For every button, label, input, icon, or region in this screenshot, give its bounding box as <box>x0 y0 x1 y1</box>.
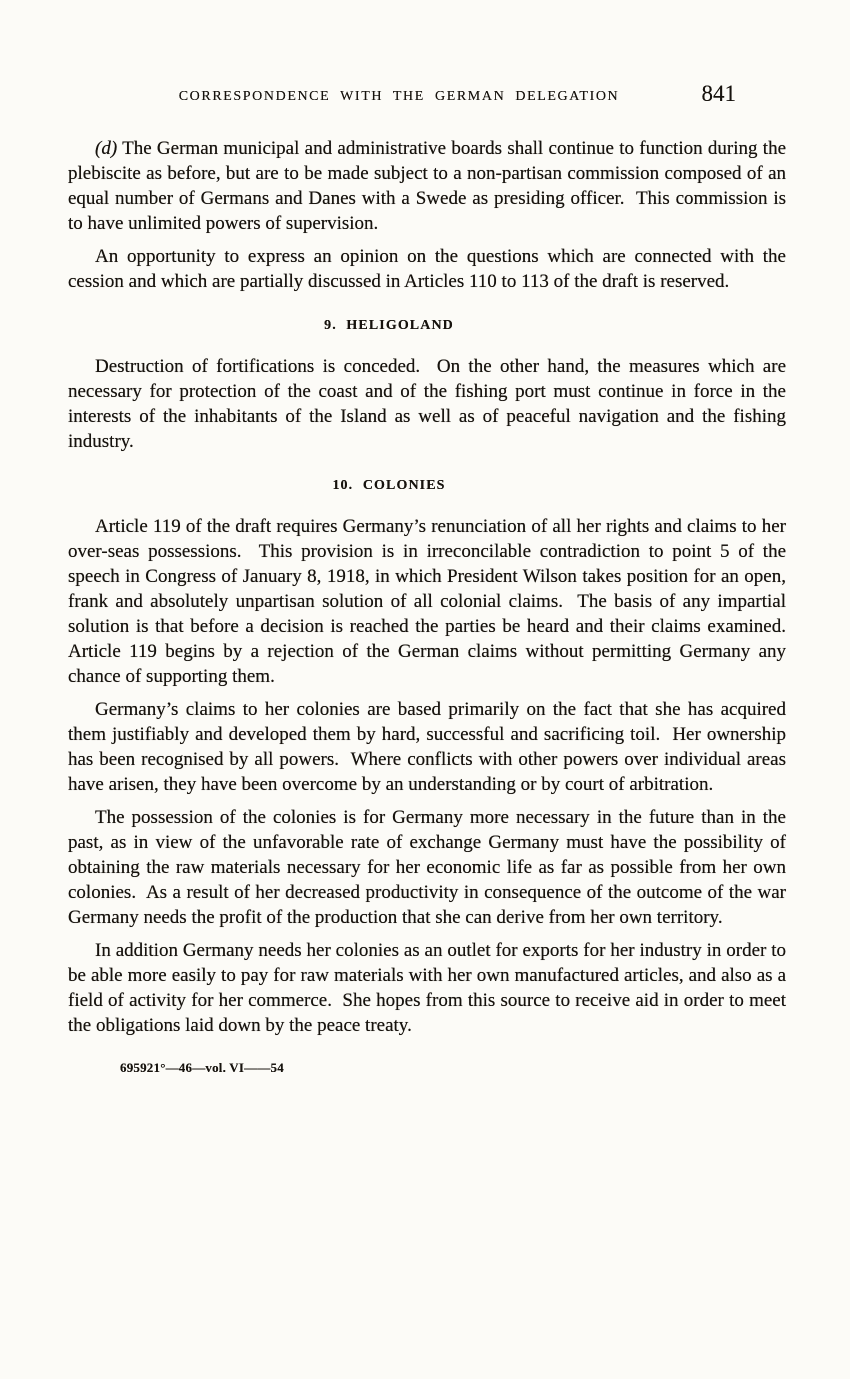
print-signature-line: 695921°—46—vol. VI——54 <box>120 1060 284 1075</box>
page-body <box>68 136 796 1038</box>
paragraph-item-d <box>68 136 791 236</box>
page-number: 841 <box>701 81 736 106</box>
paragraph-colonies-1: Article 119 of the draft requires Germany’s renunciation of all her rights and claims to her over-seas possessions. This provision is in irreconcilable contradiction to point 5 of the speech in Congress of January 8, 1918, in which President Wilson takes position for an open, frank and absolutely unpartisan solution of all colonial claims. The basis of any impartial solution is that before a decision is reached the parties be heard and their claims examined. Article 119 begins by a rejection of the German claims without permitting Germany any chance of supporting them. <box>68 516 796 687</box>
page-header <box>68 81 786 115</box>
item-marker-d: (d) <box>95 138 118 159</box>
paragraph-text: The German municipal and administrative boards shall continue to function during the plebiscite as before, but are to be made subject to a non-partisan commission composed of an equal number of Germans and Danes with a Swede as presiding officer. This commission is to have unlimited powers of supervision. <box>68 138 791 234</box>
paragraph-heligoland: Destruction of fortifications is conceded. On the other hand, the measures which are necessary for protection of the coast and of the fishing port must continue in force in the interests of the inhabitants of the Island as well as of peaceful navigation and the fishing industry. <box>68 356 791 452</box>
paragraph-colonies-4: In addition Germany needs her colonies as an outlet for exports for her industry in order to be able more easily to pay for raw materials with her own manufactured articles, and also as a field of activity for her commerce. She hopes from this source to receive aid in order to meet the obligations laid down by the peace treaty. <box>68 940 791 1036</box>
running-title: CORRESPONDENCE WITH THE GERMAN DELEGATION <box>178 89 620 104</box>
section-heading-colonies: 10. COLONIES <box>332 478 446 493</box>
paragraph-reservation: An opportunity to express an opinion on the questions which are connected with the cession and which are partially discussed in Articles 110 to 113 of the draft is reserved. <box>68 246 791 292</box>
paragraph-colonies-3: The possession of the colonies is for Germany more necessary in the future than in the past, as in view of the unfavorable rate of exchange Germany must have the possibility of obtaining the raw materials necessary for her economic life as far as possible from her own colonies. As a result of her decreased productivity in consequence of the outcome of the war Germany needs the profit of the production that she can derive from her own territory. <box>68 807 791 928</box>
paragraph-colonies-2: Germany’s claims to her colonies are based primarily on the fact that she has acquired them justifiably and developed them by hard, successful and sacrificing toil. Her ownership has been recognised by all powers. Where conflicts with other powers over individual areas have arisen, they have been overcome by an understanding or by court of arbitration. <box>68 699 791 795</box>
section-heading-heligoland: 9. HELIGOLAND <box>324 318 454 333</box>
